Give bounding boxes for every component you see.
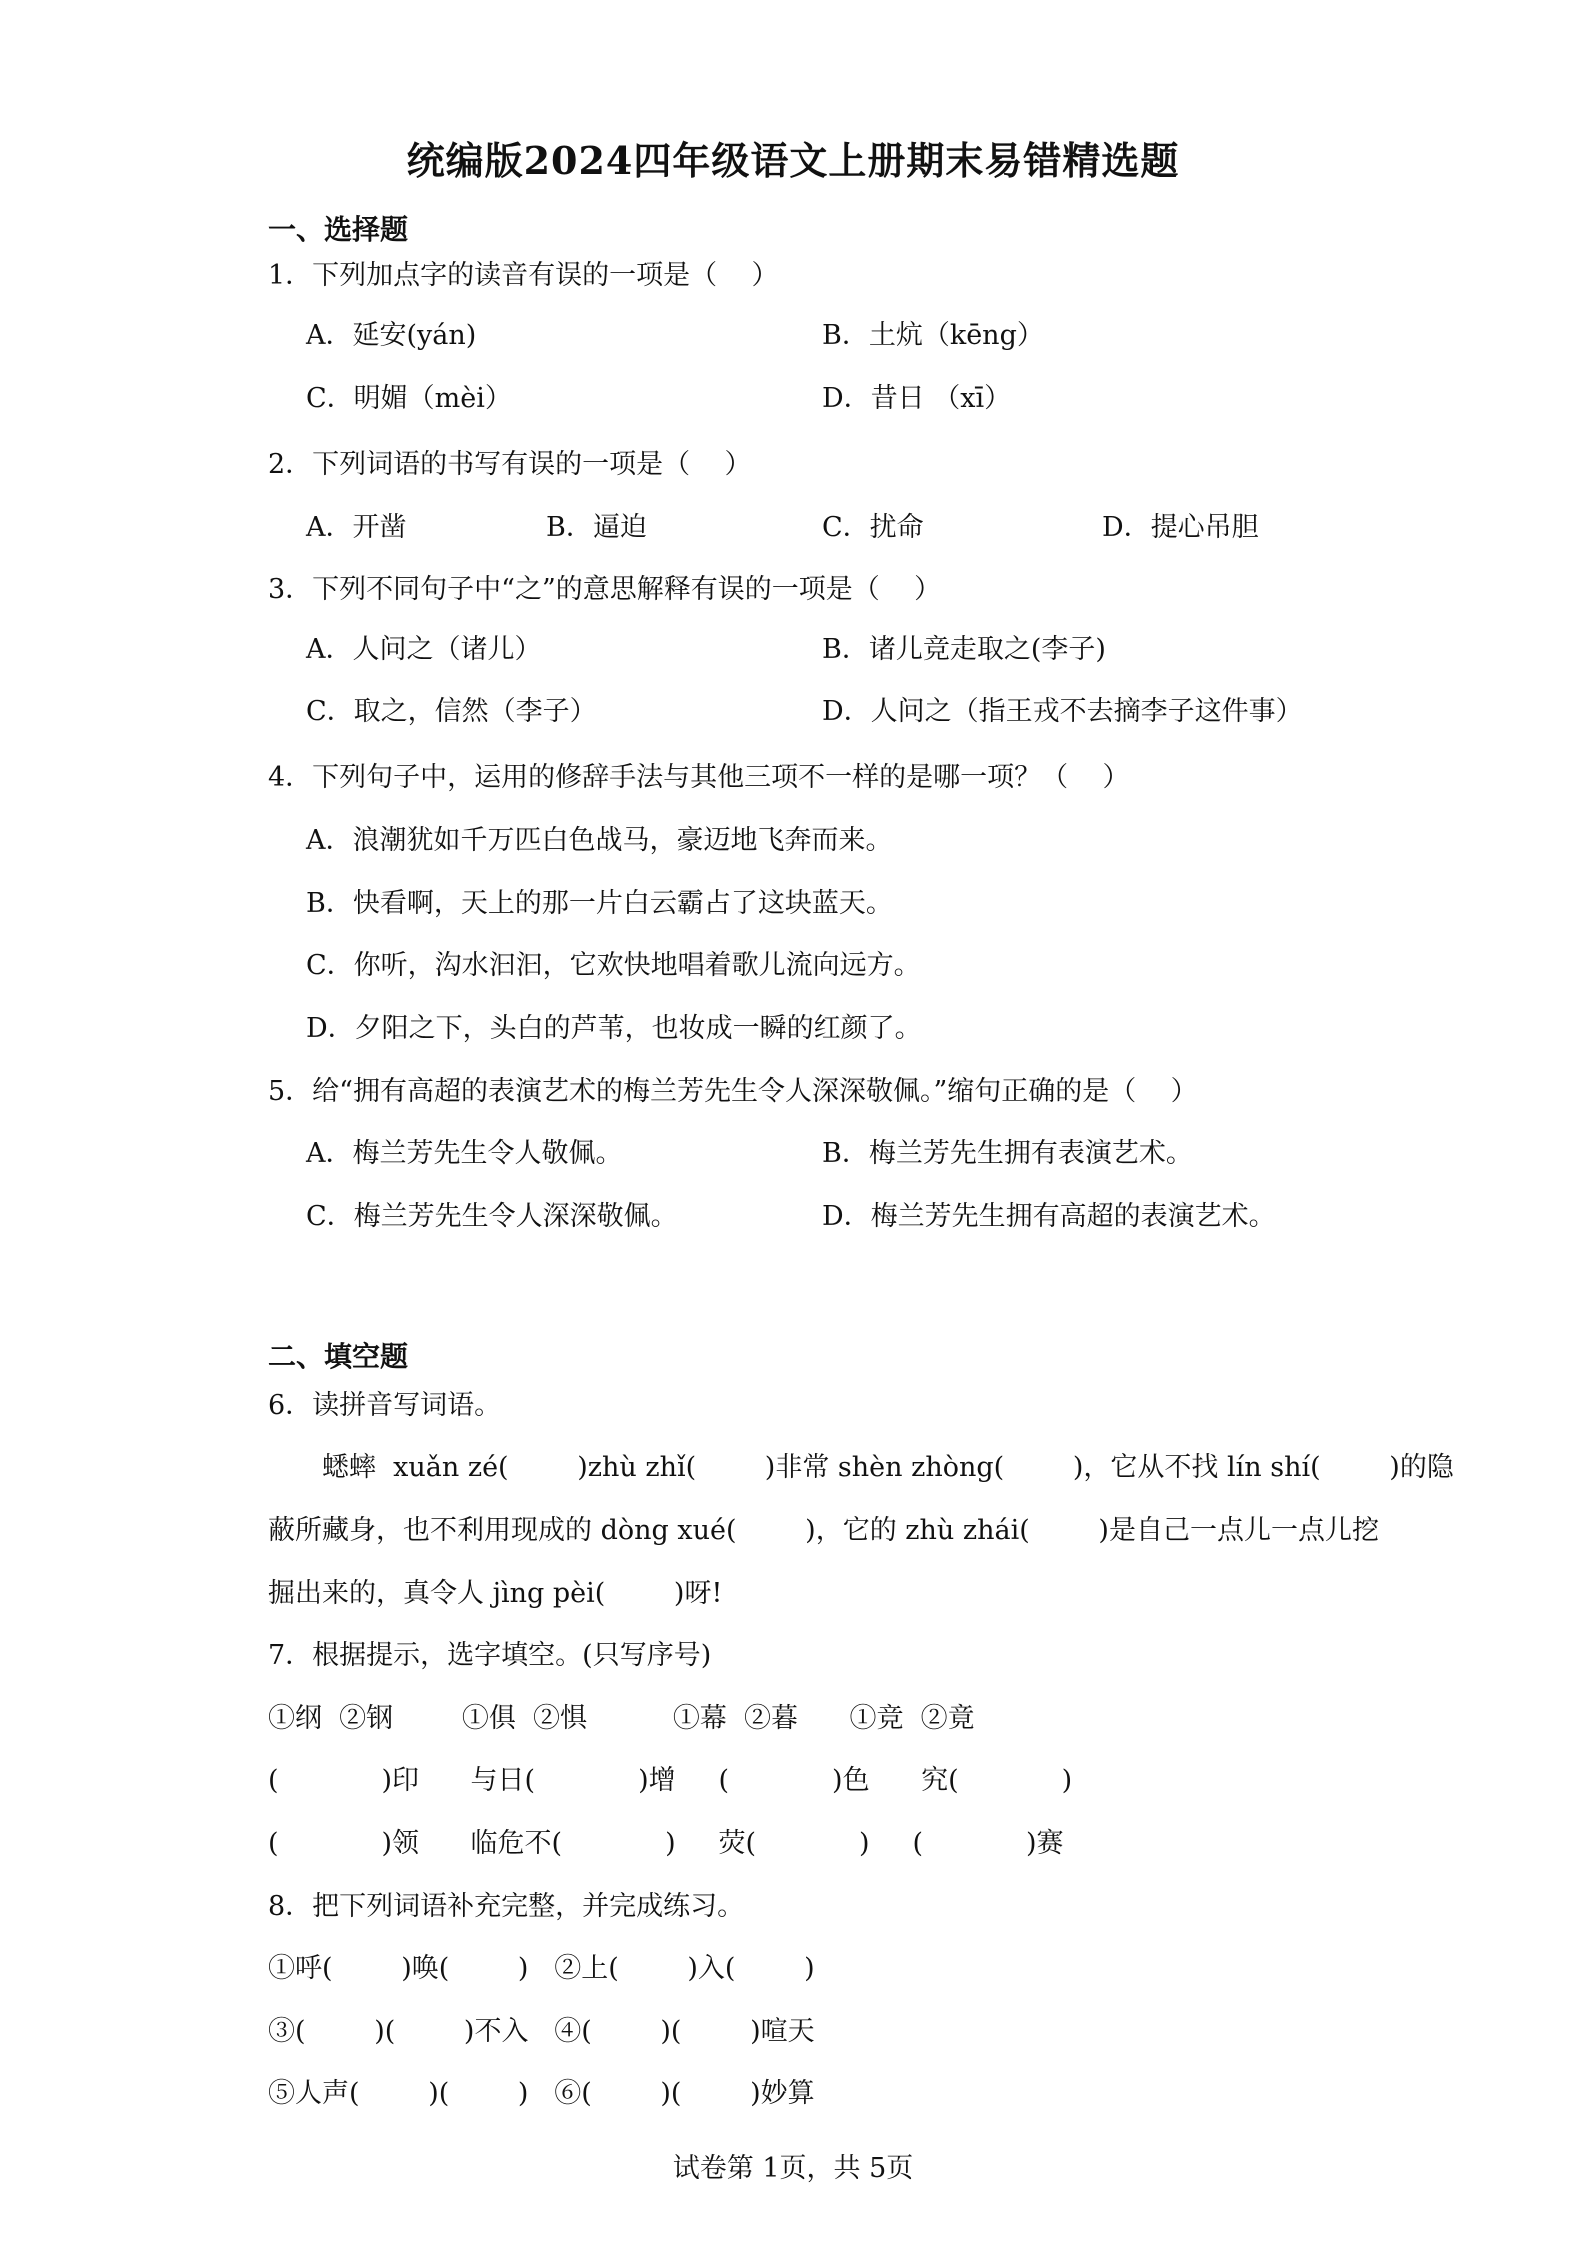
question-2-option-d: D．提心吊胆: [1102, 512, 1259, 543]
question-5-stem: 5．给“拥有高超的表演艺术的梅兰芳先生令人深深敬佩。”缩句正确的是（ ）: [268, 1076, 1198, 1107]
page-title: 统编版2024四年级语文上册期末易错精选题: [406, 138, 1180, 183]
question-8-row-3: ⑤人声( )( ) ⑥( )( )妙算: [268, 2078, 815, 2109]
section-heading-choice: 一、选择题: [268, 213, 409, 246]
question-7-stem: 7．根据提示，选字填空。(只写序号): [268, 1640, 712, 1671]
question-7-row-1: ①纲 ②钢 ①俱 ②惧 ①幕 ②暮 ①竞 ②竟: [268, 1703, 975, 1734]
question-1-stem: 1．下列加点字的读音有误的一项是（ ）: [268, 260, 779, 291]
page-footer: 试卷第 1页，共 5页: [672, 2153, 914, 2184]
question-3-stem: 3．下列不同句子中“之”的意思解释有误的一项是（ ）: [268, 574, 942, 605]
question-5-option-c: C．梅兰芳先生令人深深敬佩。: [306, 1201, 678, 1232]
question-2-option-c: C．扰命: [822, 512, 924, 543]
question-8-stem: 8．把下列词语补充完整，并完成练习。: [268, 1891, 745, 1922]
question-3-option-d: D．人问之（指王戎不去摘李子这件事）: [822, 696, 1303, 727]
question-2-option-b: B．逼迫: [546, 512, 647, 543]
question-6-line-2: 蔽所藏身，也不利用现成的 dòng xué( )，它的 zhù zhái( )是自己一点儿一点儿挖: [268, 1515, 1379, 1546]
question-4-stem: 4．下列句子中，运用的修辞手法与其他三项不一样的是哪一项？（ ）: [268, 762, 1130, 793]
question-1-option-b: B．土炕（kēng）: [822, 320, 1044, 351]
question-2-stem: 2．下列词语的书写有误的一项是（ ）: [268, 449, 752, 480]
question-4-option-b: B．快看啊，天上的那一片白云霸占了这块蓝天。: [306, 888, 893, 919]
question-6-line-3: 掘出来的，真令人 jìng pèi( )呀!: [268, 1578, 723, 1609]
question-8-row-1: ①呼( )唤( ) ②上( )入( ): [268, 1953, 815, 1984]
question-4-option-d: D．夕阳之下，头白的芦苇，也妆成一瞬的红颜了。: [306, 1013, 922, 1044]
question-2-option-a: A．开凿: [306, 512, 407, 543]
question-8-row-2: ③( )( )不入 ④( )( )喧天: [268, 2016, 815, 2047]
question-4-option-a: A．浪潮犹如千万匹白色战马，豪迈地飞奔而来。: [306, 825, 893, 856]
question-5-option-a: A．梅兰芳先生令人敬佩。: [306, 1138, 623, 1169]
question-6-line-1: 蟋蟀 xuǎn zé( )zhù zhǐ( )非常 shèn zhòng( )，它从不找 lín shí( )的隐: [322, 1452, 1454, 1483]
question-6-stem: 6．读拼音写词语。: [268, 1390, 502, 1421]
question-5-option-d: D．梅兰芳先生拥有高超的表演艺术。: [822, 1201, 1276, 1232]
question-1-option-c: C．明媚（mèi）: [306, 383, 512, 414]
question-3-option-a: A．人问之（诸儿）: [306, 634, 542, 665]
question-1-option-a: A．延安(yán): [306, 320, 477, 351]
question-7-row-2: ( )印 与日( )增 ( )色 究( ): [268, 1765, 1073, 1796]
question-1-option-d: D．昔日 （xī）: [822, 383, 1012, 414]
question-3-option-b: B．诸儿竞走取之(李子): [822, 634, 1106, 665]
question-7-row-3: ( )领 临危不( ) 荧( ) ( )赛: [268, 1828, 1064, 1859]
question-4-option-c: C．你听，沟水汩汩，它欢快地唱着歌儿流向远方。: [306, 950, 921, 981]
question-5-option-b: B．梅兰芳先生拥有表演艺术。: [822, 1138, 1193, 1169]
section-heading-fill: 二、填空题: [268, 1340, 409, 1373]
question-3-option-c: C．取之，信然（李子）: [306, 696, 597, 727]
